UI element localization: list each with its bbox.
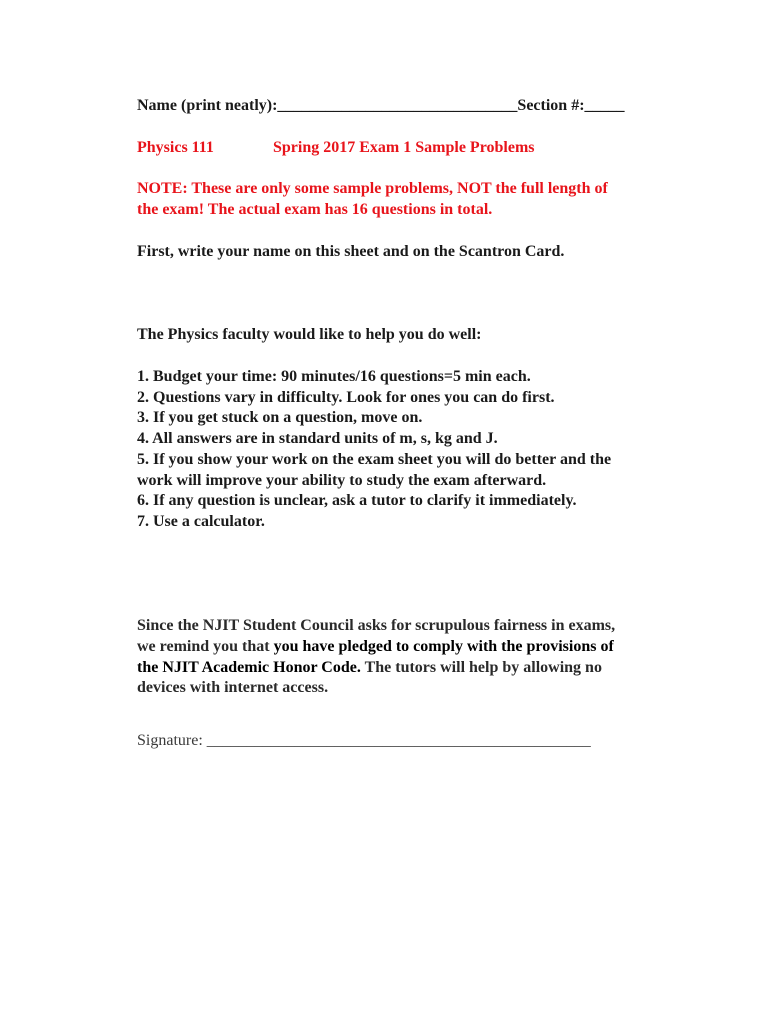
tip-item: 6. If any question is unclear, ask a tutor to clarify it immediately. <box>137 492 577 509</box>
tip-item-continued: work will improve your ability to study the exam afterward. <box>137 472 547 489</box>
course-name: Physics 111 <box>137 139 214 156</box>
tip-item: 4. All answers are in standard units of m, s, kg and J. <box>137 430 498 447</box>
name-instruction: First, write your name on this sheet and on the Scantron Card. <box>137 243 565 260</box>
faculty-intro: The Physics faculty would like to help you do well: <box>137 326 482 343</box>
honor-code-line-1: Since the NJIT Student Council asks for scrupulous fairness in exams, <box>137 617 616 634</box>
honor-code-line-2 <box>137 636 614 657</box>
note-line-1: NOTE: These are only some sample problems, NOT the full length of <box>137 180 608 197</box>
honor-code-line-3 <box>137 657 602 678</box>
tip-item: 5. If you show your work on the exam sheet you will do better and the <box>137 451 612 468</box>
tip-item: 7. Use a calculator. <box>137 513 265 530</box>
tip-item: 2. Questions vary in difficulty. Look for ones you can do first. <box>137 389 555 406</box>
honor-code-line-4: devices with internet access. <box>137 679 329 696</box>
tip-item: 3. If you get stuck on a question, move on. <box>137 409 423 426</box>
honor-code-text: The tutors will help by allowing no <box>360 659 602 676</box>
honor-code-text: we remind you that <box>137 638 274 655</box>
exam-title <box>137 137 535 158</box>
honor-code-pledge: you have pledged to comply with the provisions of <box>273 638 614 655</box>
tip-item: 1. Budget your time: 90 minutes/16 questions=5 min each. <box>137 368 531 385</box>
honor-code-name: the NJIT Academic Honor Code. <box>137 659 361 676</box>
note-line-2: the exam! The actual exam has 16 questions in total. <box>137 201 493 218</box>
exam-name: Spring 2017 Exam 1 Sample Problems <box>273 139 535 156</box>
name-section-field-line: Name (print neatly):______________________________Section #:_____ <box>137 97 625 114</box>
signature-field[interactable]: Signature: ________________________________________________ <box>137 732 591 749</box>
